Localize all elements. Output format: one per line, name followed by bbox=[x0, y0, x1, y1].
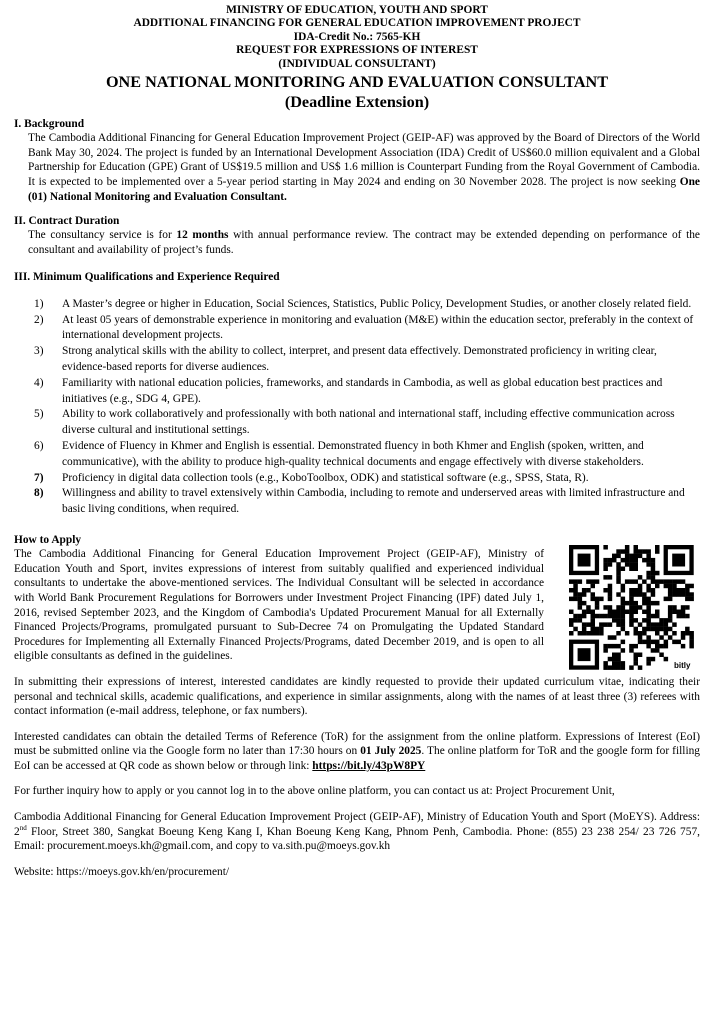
inquiry-paragraph: For further inquiry how to apply or you cannot log in to the above online platform, you can contact us at: Project Procurement Unit, bbox=[14, 785, 615, 798]
background-heading: I. Background bbox=[14, 118, 85, 131]
qr-code-icon bbox=[566, 542, 698, 674]
list-item bbox=[14, 439, 700, 471]
document-subtitle: (Deadline Extension) bbox=[284, 93, 430, 112]
submission-paragraph: In submitting their expressions of interest, interested candidates are kindly requested to provide their updated curriculum vitae, indicating their personal and technical skills, academic qualifications, and experience in similar assignments, along with the names of at least three (3) referees with contact information (e-mail address, telephone, or fax numbers). bbox=[14, 675, 700, 718]
list-item-text: Evidence of Fluency in Khmer and English is essential. Demonstrated fluency in both Khmer and English (spoken, written, and communicative), with the ability to produce high-quality technical documents and engage effectively with diverse stakeholders. bbox=[62, 439, 644, 468]
contract-text-a: The consultancy service is for bbox=[28, 229, 177, 242]
how-to-apply-text: The Cambodia Additional Financing for General Education Improvement Project (GEIP-AF), Ministry of Education Youth and Sport, invites expressions of interest from suitably qualified and experienced individual consultants to undertake the above-mentioned services. The Individual Consultant will be selected in accordance with World Bank Procurement Regulations for Borrowers under Investment Project Financing (IPF) dated July 1, 2016, revised September 2023, and the Kingdom of Cambodia's Updated Procurement Manual for all Externally Financed Projects/Programs, promulgated pursuant to Sub-Decree 74 on Promulgating the Updated Standard Procedures for Implementing all Externally Financed Projects/Programs, dated December 2019, and is open to all eligible consultants as defined in the guidelines. bbox=[14, 548, 544, 663]
document-page bbox=[14, 4, 700, 879]
list-item bbox=[14, 407, 700, 439]
list-item-number: 7) bbox=[34, 471, 44, 484]
list-item-number: 1) bbox=[34, 297, 44, 310]
how-to-apply-section bbox=[14, 533, 700, 670]
header-credit: IDA-Credit No.: 7565-KH bbox=[293, 30, 421, 43]
list-item-text: Strong analytical skills with the ability to collect, interpret, and present data effectively. Demonstrated proficiency in writing clear, evidence-based reports for diverse audiences. bbox=[62, 345, 657, 373]
contact-text-b: Floor, Street 380, Sangkat Boeung Keng Kang I, Khan Boeung Keng Kang, Phnom Penh, Cambodia. Phone: (855) 23 238 254/ 23 726 757, Email: procurement.moeys.kh@gmail.com, and copy to va.sith.pu@moeys.gov.kh bbox=[14, 825, 700, 853]
qualifications-heading: III. Minimum Qualifications and Experience Required bbox=[14, 270, 280, 283]
how-to-apply-heading: How to Apply bbox=[14, 533, 82, 546]
background-text: The Cambodia Additional Financing for General Education Improvement Project (GEIP-AF) was approved by the Board of Directors of the World Bank May 30, 2024. The project is funded by an International Development Association (IDA) Credit of US$60.0 million equivalent and a Global Partnership for Education (GPE) Grant of US$19.5 million and US$ 1.6 million is Counterpart Funding from the Royal Government of Cambodia. It is expected to be implemented over a 5-year period starting in May 2024 and ending on 30 November 2028. The project is now seeking bbox=[28, 132, 700, 189]
list-item-number: 5) bbox=[34, 408, 44, 421]
list-item-text: A Master’s degree or higher in Education, Social Sciences, Statistics, Public Policy, Development Studies, or another closely related field. bbox=[62, 297, 692, 310]
list-item-number: 2) bbox=[34, 313, 44, 326]
list-item-number: 6) bbox=[34, 439, 44, 452]
background-text-bold: One (01) National Monitoring and Evaluation Consultant. bbox=[28, 176, 700, 203]
contact-paragraph bbox=[14, 810, 700, 854]
qr-label: bitly bbox=[674, 660, 691, 670]
list-item bbox=[14, 376, 700, 408]
contract-paragraph bbox=[14, 228, 700, 257]
list-item bbox=[14, 344, 700, 376]
list-item-text: Familiarity with national education policies, frameworks, and standards in Cambodia, as well as global education best practices and initiatives (e.g., SDG 4, GPE). bbox=[62, 376, 663, 405]
list-item-number: 3) bbox=[34, 345, 44, 358]
header-request: REQUEST FOR EXPRESSIONS OF INTEREST bbox=[236, 44, 478, 57]
tor-text-a: Interested candidates can obtain the detailed Terms of Reference (ToR) for the assignment from the online platform. Expressions of Interest (EoI) must be submitted online via the Google form no later than 17:30 hours on bbox=[14, 730, 700, 758]
qr-code[interactable] bbox=[566, 542, 698, 674]
header-ministry: MINISTRY OF EDUCATION, YOUTH AND SPORT bbox=[226, 4, 488, 16]
contract-text-b: with annual performance review. The contract may be extended depending on performance of the consultant and availability of project’s funds. bbox=[28, 229, 700, 256]
list-item bbox=[14, 471, 700, 487]
tor-paragraph bbox=[14, 730, 700, 774]
list-item-number: 8) bbox=[34, 487, 44, 500]
list-item bbox=[14, 486, 700, 518]
list-item-number: 4) bbox=[34, 376, 44, 389]
list-item-text: Willingness and ability to travel extensively within Cambodia, including to remote and underserved areas with limited infrastructure and basic living conditions, when required. bbox=[62, 487, 685, 516]
list-item bbox=[14, 297, 700, 313]
contract-duration: 12 months bbox=[176, 229, 229, 242]
tor-text-b: . The online platform for ToR and the google form for filling EoI can be accessed at QR code as shown below or through link: bbox=[14, 745, 700, 772]
background-paragraph bbox=[14, 131, 700, 204]
list-item bbox=[14, 313, 700, 345]
qualifications-list bbox=[14, 297, 700, 518]
list-item-text: Proficiency in digital data collection tools (e.g., KoboToolbox, ODK) and statistical software (e.g., SPSS, Stata, R). bbox=[62, 471, 589, 484]
contact-sup: nd bbox=[19, 823, 27, 832]
document-title: ONE NATIONAL MONITORING AND EVALUATION CONSULTANT bbox=[105, 73, 609, 92]
header-project: ADDITIONAL FINANCING FOR GENERAL EDUCATION IMPROVEMENT PROJECT bbox=[133, 17, 581, 30]
list-item-text: Ability to work collaboratively and professionally with both national and international staff, including effective communication across diverse cultural and institutional settings. bbox=[62, 408, 675, 437]
list-item-text: At least 05 years of demonstrable experience in monitoring and evaluation (M&E) within the education sector, preferably in the context of international development projects. bbox=[62, 313, 694, 342]
contact-text-a: Cambodia Additional Financing for General Education Improvement Project (GEIP-AF), Ministry of Education Youth and Sport (MoEYS). Address: 2 bbox=[14, 811, 700, 838]
website-line[interactable]: Website: https://moeys.gov.kh/en/procurement/ bbox=[14, 865, 230, 878]
deadline-date: 01 July 2025 bbox=[360, 745, 422, 758]
bitly-link[interactable]: https://bit.ly/43pW8PY bbox=[312, 759, 426, 772]
contract-heading: II. Contract Duration bbox=[14, 215, 120, 228]
header-type: (INDIVIDUAL CONSULTANT) bbox=[278, 57, 436, 70]
